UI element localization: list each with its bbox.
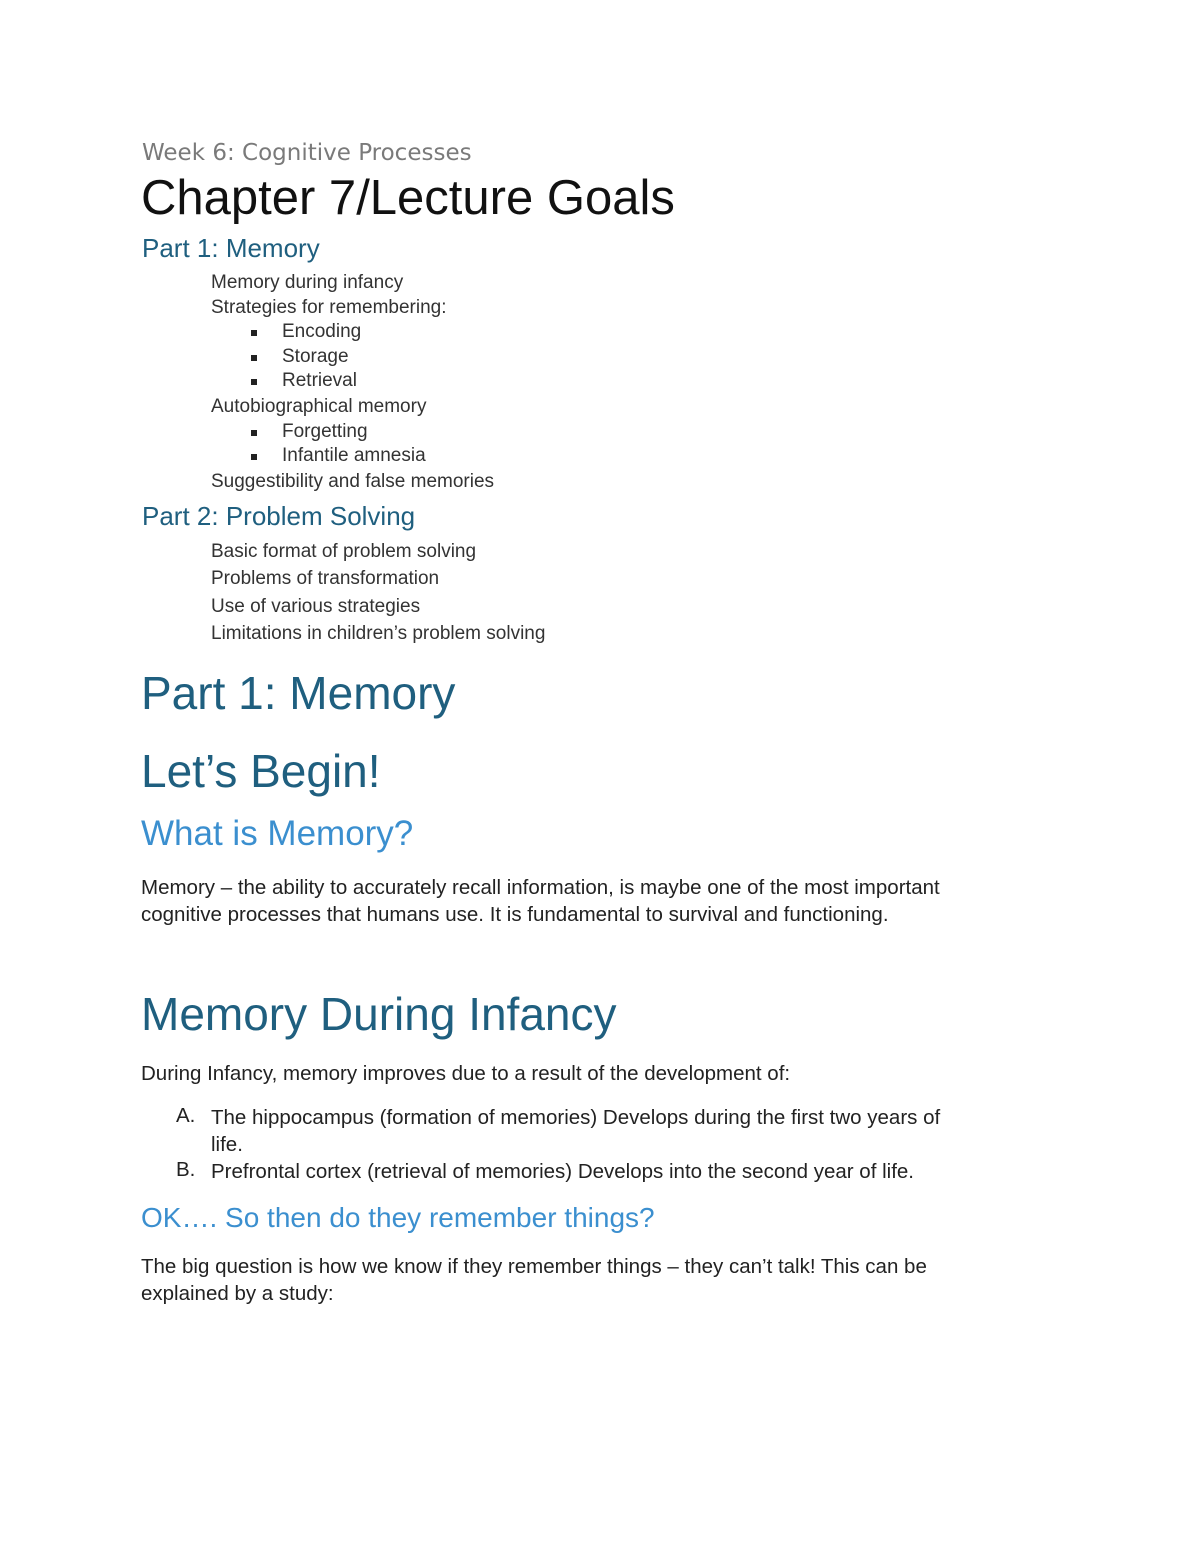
document-subtitle: Week 6: Cognitive Processes: [142, 140, 472, 166]
list-marker-b: B.: [176, 1158, 196, 1181]
list-item-a-line: life.: [211, 1133, 243, 1156]
square-bullet-icon: [251, 379, 257, 385]
goal-item: Strategies for remembering:: [211, 297, 447, 318]
goal-item: Limitations in children’s problem solving: [211, 623, 546, 644]
goal-item: Autobiographical memory: [211, 396, 427, 417]
goal-item: Memory during infancy: [211, 272, 404, 293]
goal-bullet-item: Retrieval: [282, 370, 357, 392]
section-heading-lets-begin: Let’s Begin!: [141, 745, 381, 797]
goal-bullet-item: Encoding: [282, 321, 361, 343]
goal-bullet-item: Forgetting: [282, 421, 368, 443]
goal-bullet-item: Storage: [282, 346, 349, 368]
paragraph-line: cognitive processes that humans use. It is fundamental to survival and functioning.: [141, 903, 889, 926]
paragraph-line: Memory – the ability to accurately recall information, is maybe one of the most important: [141, 876, 940, 899]
section-heading-memory-during-infancy: Memory During Infancy: [141, 988, 617, 1040]
goal-item: Basic format of problem solving: [211, 541, 477, 562]
square-bullet-icon: [251, 330, 257, 336]
list-marker-a: A.: [176, 1104, 196, 1127]
paragraph-line: explained by a study:: [141, 1282, 334, 1305]
goal-item: Suggestibility and false memories: [211, 471, 495, 492]
subheading-ok-remember: OK…. So then do they remember things?: [141, 1202, 655, 1233]
goal-item: Use of various strategies: [211, 596, 421, 617]
square-bullet-icon: [251, 430, 257, 436]
document-title: Chapter 7/Lecture Goals: [141, 171, 675, 225]
list-item-a-line: The hippocampus (formation of memories) Develops during the first two years of: [211, 1106, 941, 1129]
paragraph-line: The big question is how we know if they remember things – they can’t talk! This can be: [141, 1255, 927, 1278]
square-bullet-icon: [251, 454, 257, 460]
section-heading-part1: Part 1: Memory: [141, 667, 456, 719]
goal-bullet-item: Infantile amnesia: [282, 445, 426, 467]
paragraph-line: During Infancy, memory improves due to a result of the development of:: [141, 1062, 791, 1085]
goals-part2-heading: Part 2: Problem Solving: [142, 501, 416, 531]
goals-part1-heading: Part 1: Memory: [142, 233, 320, 263]
list-item-b-line: Prefrontal cortex (retrieval of memories) Develops into the second year of life.: [211, 1160, 914, 1183]
square-bullet-icon: [251, 355, 257, 361]
subheading-what-is-memory: What is Memory?: [141, 814, 414, 853]
goal-item: Problems of transformation: [211, 568, 440, 589]
